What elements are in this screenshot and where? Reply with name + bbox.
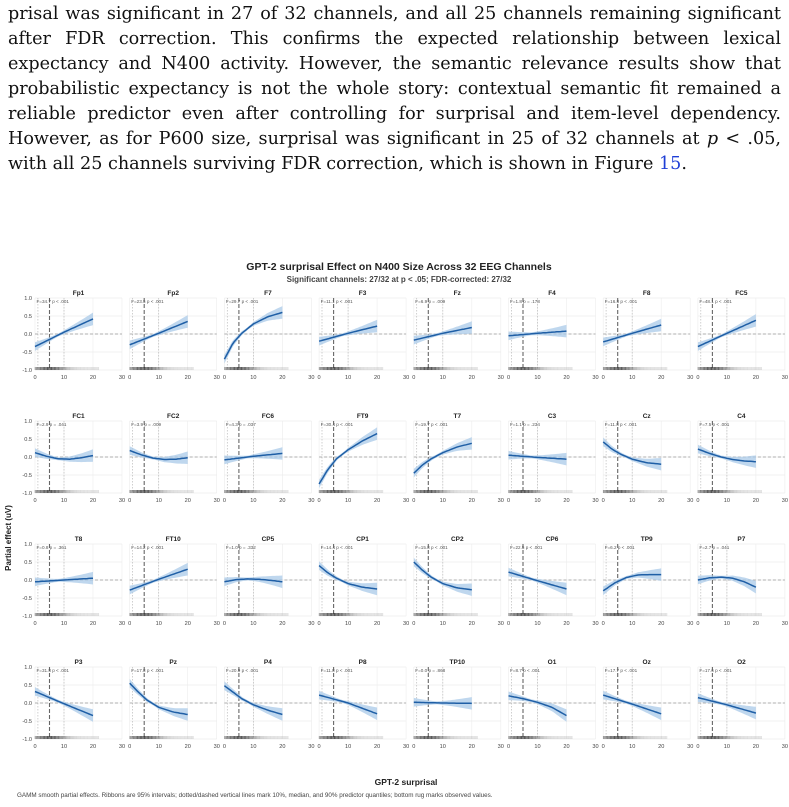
panel-tp10	[412, 659, 504, 750]
x-tick-label: 30	[497, 375, 504, 381]
panel-fc5	[696, 290, 788, 381]
panel-stat-label: F=48.1 p < .001	[699, 299, 732, 304]
x-tick-label: 30	[308, 744, 315, 750]
panel-title: CP2	[450, 536, 464, 543]
chart-title: GPT-2 surprisal Effect on N400 Size Across 32 EEG Channels	[246, 261, 552, 273]
panel-title: CP1	[356, 536, 369, 543]
y-tick-label: -0.5	[22, 473, 32, 479]
panel-title: FT9	[356, 413, 369, 420]
y-tick-label: 1.0	[24, 419, 32, 425]
x-tick-label: 10	[250, 375, 257, 381]
panel-stat-label: F=16.8 p < .001	[604, 299, 638, 304]
x-tick-label: 30	[687, 621, 694, 627]
x-tick-label: 0	[317, 621, 321, 627]
x-tick-label: 30	[308, 498, 315, 504]
panel-stat-label: F=34.7 p < .001	[36, 299, 69, 304]
panel-p3	[22, 659, 125, 750]
x-tick-label: 10	[534, 744, 541, 750]
y-tick-label: -0.5	[22, 719, 32, 725]
panel-fp1	[22, 290, 125, 381]
y-tick-label: 1.0	[24, 542, 32, 548]
x-tick-label: 10	[534, 498, 541, 504]
y-tick-label: 0.0	[24, 701, 32, 707]
y-tick-label: -0.5	[22, 350, 32, 356]
paragraph-text-1: prisal was significant in 27 of 32 channels, and all 25 channels remaining significant after FDR correction. This confirms the expected relationship between lexical expectancy and N400 activity. However, the semantic relevance results show that probabilistic expectancy is not the whole story: contextual semantic fit remained a reliable predictor even after controlling for surprisal and item-level dependency. However, as for P600 size, surprisal was significant in 25 of 32 channels at	[8, 4, 781, 149]
panel-title: CP6	[545, 536, 559, 543]
panel-fc1	[22, 413, 125, 504]
x-tick-label: 30	[402, 498, 410, 504]
x-tick-label: 30	[308, 621, 315, 627]
x-tick-label: 20	[373, 498, 381, 504]
x-tick-label: 20	[658, 744, 665, 750]
y-tick-label: 0.0	[24, 332, 32, 338]
x-tick-label: 0	[33, 744, 37, 750]
figure-reference-link[interactable]: 15	[658, 154, 682, 174]
panel-stat-label: F=11.8 p < .001	[604, 422, 637, 427]
x-tick-label: 20	[658, 498, 665, 504]
panel-title: P8	[358, 659, 367, 666]
panel-stat-label: F=2.9 p = .041	[36, 422, 67, 427]
panel-title: F7	[264, 290, 272, 297]
x-tick-label: 0	[412, 375, 416, 381]
panel-title: FC2	[167, 413, 180, 420]
x-tick-label: 20	[89, 744, 97, 750]
panel-p8	[318, 659, 410, 750]
panel-title: FC1	[72, 413, 85, 420]
x-tick-label: 0	[601, 375, 605, 381]
panel-title: Fp1	[72, 290, 85, 297]
x-tick-label: 0	[222, 744, 226, 750]
panel-c3	[507, 413, 599, 504]
x-tick-label: 10	[250, 744, 257, 750]
panel-ft9	[318, 413, 410, 504]
x-tick-label: 10	[60, 498, 68, 504]
panel-title: TP10	[449, 659, 466, 666]
x-tick-label: 10	[155, 621, 162, 627]
x-tick-label: 20	[468, 744, 475, 750]
panel-stat-label: F=0.8 p = .361	[36, 545, 67, 550]
x-tick-label: 30	[213, 375, 220, 381]
x-tick-label: 0	[222, 621, 226, 627]
x-tick-label: 30	[592, 375, 599, 381]
x-tick-label: 10	[250, 498, 257, 504]
x-tick-label: 0	[33, 375, 37, 381]
x-tick-label: 10	[534, 375, 541, 381]
panel-stat-label: F=17.7 p < .001	[604, 668, 638, 673]
panel-fz	[412, 290, 504, 381]
paragraph-text-2: < .05, with all 25 channels surviving FDR correction, which is shown in Figure	[8, 129, 782, 174]
x-tick-label: 20	[184, 498, 191, 504]
panel-c4	[696, 413, 788, 504]
panel-stat-label: F=31.8 p < .001	[36, 668, 69, 673]
x-tick-label: 10	[629, 744, 636, 750]
x-tick-label: 0	[222, 498, 226, 504]
x-tick-label: 0	[128, 744, 132, 750]
x-tick-label: 10	[534, 621, 541, 627]
x-tick-label: 0	[317, 744, 321, 750]
x-tick-label: 10	[344, 621, 352, 627]
y-tick-label: -1.0	[22, 737, 32, 743]
x-tick-label: 30	[213, 621, 220, 627]
panel-title: F8	[642, 290, 651, 297]
x-tick-label: 0	[412, 744, 416, 750]
y-tick-label: 0.5	[24, 437, 32, 443]
x-tick-label: 30	[118, 744, 126, 750]
y-tick-label: -1.0	[22, 614, 32, 620]
panel-title: O1	[547, 659, 557, 666]
panel-title: P3	[74, 659, 83, 666]
x-tick-label: 10	[723, 621, 731, 627]
panel-title: Pz	[169, 659, 177, 666]
x-tick-label: 30	[781, 621, 789, 627]
x-tick-label: 0	[33, 498, 37, 504]
x-tick-label: 0	[506, 498, 511, 504]
x-tick-label: 20	[89, 498, 97, 504]
x-tick-label: 20	[658, 621, 665, 627]
panel-f7	[223, 290, 315, 381]
y-tick-label: -1.0	[22, 491, 32, 497]
x-tick-label: 20	[279, 498, 286, 504]
x-tick-label: 30	[592, 498, 599, 504]
x-tick-label: 30	[497, 744, 504, 750]
y-tick-label: -0.5	[22, 596, 32, 602]
panel-title: CP5	[261, 536, 275, 543]
panel-stat-label: F=4.3 p = .037	[225, 422, 256, 427]
x-tick-label: 0	[601, 744, 605, 750]
panel-stat-label: F=30.4 p < .001	[320, 422, 354, 427]
x-tick-label: 30	[781, 744, 789, 750]
x-tick-label: 10	[155, 375, 162, 381]
x-tick-label: 0	[222, 375, 226, 381]
panel-stat-label: F=2.7 p = .041	[699, 545, 730, 550]
x-tick-label: 20	[89, 375, 97, 381]
panel-stat-label: F=7.5 p < .001	[699, 422, 730, 427]
x-tick-label: 30	[781, 498, 789, 504]
panel-stat-label: F=0.0 p = .868	[415, 668, 446, 673]
x-tick-label: 30	[781, 375, 789, 381]
panel-title: FT10	[165, 536, 181, 543]
panel-t7	[412, 413, 504, 504]
paragraph-text-3: .	[681, 154, 687, 174]
panel-title: F3	[358, 290, 367, 297]
panel-stat-label: F=17.8 p < .001	[131, 668, 164, 673]
x-tick-label: 30	[213, 498, 220, 504]
panel-title: C4	[737, 413, 746, 420]
x-tick-label: 30	[213, 744, 220, 750]
panel-f4	[507, 290, 599, 381]
x-tick-label: 10	[344, 375, 352, 381]
panel-cp1	[318, 536, 410, 627]
panel-oz	[602, 659, 694, 750]
panel-title: Oz	[642, 659, 651, 666]
x-tick-label: 20	[468, 498, 475, 504]
panel-p7	[696, 536, 788, 627]
panel-title: T7	[453, 413, 462, 420]
x-tick-label: 0	[317, 498, 321, 504]
panel-o2	[696, 659, 788, 750]
panel-stat-label: F=11.1 p < .001	[320, 299, 353, 304]
x-tick-label: 20	[658, 375, 665, 381]
x-tick-label: 20	[373, 744, 381, 750]
x-tick-label: 30	[592, 621, 599, 627]
panel-stat-label: F=19.7 p < .001	[415, 422, 448, 427]
x-tick-label: 30	[402, 621, 410, 627]
x-tick-label: 30	[402, 375, 410, 381]
y-tick-label: 1.0	[24, 296, 32, 302]
panel-title: Cz	[642, 413, 651, 420]
body-paragraph	[8, 2, 781, 177]
p-symbol: p	[706, 129, 719, 149]
y-tick-label: 0.5	[24, 314, 32, 320]
panel-stat-label: F=8.7 p < .001	[510, 668, 540, 673]
x-tick-label: 10	[155, 498, 162, 504]
panel-title: P4	[263, 659, 272, 666]
x-tick-label: 0	[412, 498, 416, 504]
x-tick-label: 20	[279, 744, 286, 750]
x-tick-label: 10	[723, 744, 731, 750]
panel-f8	[602, 290, 694, 381]
panel-stat-label: F=11.8 p < .001	[320, 668, 353, 673]
x-tick-label: 30	[402, 744, 410, 750]
x-tick-label: 0	[601, 621, 605, 627]
y-tick-label: -1.0	[22, 368, 32, 374]
panel-fc2	[128, 413, 220, 504]
x-tick-label: 10	[344, 498, 352, 504]
panel-pz	[128, 659, 220, 750]
panel-stat-label: F=15.8 p < .001	[415, 545, 448, 550]
panel-ft10	[128, 536, 220, 627]
x-tick-label: 20	[752, 498, 760, 504]
panel-p4	[223, 659, 315, 750]
x-tick-label: 30	[497, 621, 504, 627]
x-tick-label: 10	[250, 621, 257, 627]
x-tick-label: 0	[601, 498, 605, 504]
x-tick-label: 0	[696, 375, 700, 381]
x-tick-label: 20	[279, 375, 286, 381]
panel-stat-label: F=1.8 p = .178	[510, 299, 540, 304]
y-tick-label: 0.0	[24, 455, 32, 461]
panel-title: FC6	[261, 413, 275, 420]
panel-cp2	[412, 536, 504, 627]
x-tick-label: 30	[118, 621, 126, 627]
x-axis-label: GPT-2 surprisal	[374, 777, 438, 787]
panel-title: C3	[547, 413, 557, 420]
x-tick-label: 20	[184, 375, 191, 381]
x-tick-label: 20	[468, 375, 475, 381]
x-tick-label: 0	[696, 744, 700, 750]
panel-title: Fp2	[167, 290, 179, 297]
x-tick-label: 10	[629, 498, 636, 504]
x-tick-label: 10	[344, 744, 352, 750]
x-tick-label: 0	[128, 498, 132, 504]
panel-stat-label: F=22.5 p < .001	[510, 545, 543, 550]
panel-title: TP9	[640, 536, 653, 543]
x-tick-label: 10	[439, 621, 446, 627]
chart-subtitle: Significant channels: 27/32 at p < .05; FDR-corrected: 27/32	[286, 275, 512, 284]
x-tick-label: 0	[506, 375, 511, 381]
y-tick-label: 1.0	[24, 665, 32, 671]
x-tick-label: 10	[60, 744, 68, 750]
panel-fp2	[128, 290, 220, 381]
panel-o1	[507, 659, 599, 750]
panel-stat-label: F=23.5 p < .001	[131, 299, 164, 304]
x-tick-label: 10	[60, 375, 68, 381]
x-tick-label: 10	[439, 498, 446, 504]
x-tick-label: 20	[373, 375, 381, 381]
x-tick-label: 0	[33, 621, 37, 627]
x-tick-label: 0	[506, 744, 511, 750]
panel-stat-label: F=1.0 p = .332	[225, 545, 256, 550]
x-tick-label: 20	[89, 621, 97, 627]
panel-title: T8	[74, 536, 83, 543]
panel-cz	[602, 413, 694, 504]
x-tick-label: 30	[687, 375, 694, 381]
x-tick-label: 10	[155, 744, 162, 750]
x-tick-label: 10	[629, 375, 636, 381]
x-tick-label: 10	[629, 621, 636, 627]
x-tick-label: 10	[439, 744, 446, 750]
x-tick-label: 30	[308, 375, 315, 381]
panel-stat-label: F=6.2 p < .001	[604, 545, 635, 550]
x-tick-label: 30	[687, 744, 694, 750]
figure-15-chart	[0, 255, 789, 807]
x-tick-label: 10	[60, 621, 68, 627]
panel-f3	[318, 290, 410, 381]
x-tick-label: 0	[696, 498, 700, 504]
panel-title: F4	[548, 290, 556, 297]
x-tick-label: 20	[752, 621, 760, 627]
panel-stat-label: F=14.4 p < .001	[320, 545, 354, 550]
panel-title: Fz	[453, 290, 461, 297]
x-tick-label: 20	[184, 744, 191, 750]
panel-title: FC5	[735, 290, 748, 297]
panel-title: P7	[737, 536, 746, 543]
panel-fc6	[223, 413, 315, 504]
panel-stat-label: F=20.9 p < .001	[225, 668, 259, 673]
x-tick-label: 30	[118, 498, 126, 504]
x-tick-label: 20	[184, 621, 191, 627]
figure-caption: GAMM smooth partial effects. Ribbons are 95% intervals; dotted/dashed vertical lines mark 10%, median, and 90% predictor quantiles; bottom rug marks observed values.	[17, 792, 493, 799]
x-tick-label: 20	[563, 744, 570, 750]
x-tick-label: 0	[696, 621, 700, 627]
x-tick-label: 20	[563, 621, 570, 627]
panel-cp5	[223, 536, 315, 627]
x-tick-label: 0	[506, 621, 511, 627]
x-tick-label: 0	[317, 375, 321, 381]
panel-t8	[22, 536, 125, 627]
panel-stat-label: F=3.9 p = .009	[131, 422, 162, 427]
x-tick-label: 10	[723, 498, 731, 504]
panel-cp6	[507, 536, 599, 627]
x-tick-label: 20	[752, 744, 760, 750]
x-tick-label: 10	[439, 375, 446, 381]
panel-stat-label: F=1.1 p = .234	[510, 422, 540, 427]
panel-title: O2	[737, 659, 746, 666]
panel-grid	[22, 290, 788, 750]
panel-stat-label: F=14.2 p < .001	[131, 545, 164, 550]
x-tick-label: 20	[373, 621, 381, 627]
x-tick-label: 30	[687, 498, 694, 504]
x-tick-label: 0	[128, 621, 132, 627]
x-tick-label: 0	[128, 375, 132, 381]
x-tick-label: 30	[118, 375, 126, 381]
x-tick-label: 10	[723, 375, 731, 381]
x-tick-label: 20	[752, 375, 760, 381]
y-tick-label: 0.5	[24, 683, 32, 689]
x-tick-label: 20	[468, 621, 475, 627]
panel-stat-label: F=17.6 p < .001	[699, 668, 732, 673]
x-tick-label: 0	[412, 621, 416, 627]
x-tick-label: 20	[279, 621, 286, 627]
panel-tp9	[602, 536, 694, 627]
x-tick-label: 30	[497, 498, 504, 504]
x-tick-label: 20	[563, 375, 570, 381]
panel-stat-label: F=29.7 p < .001	[225, 299, 259, 304]
x-tick-label: 30	[592, 744, 599, 750]
y-tick-label: 0.0	[24, 578, 32, 584]
y-axis-label: Partial effect (uV)	[4, 505, 13, 571]
y-tick-label: 0.5	[24, 560, 32, 566]
panel-stat-label: F=6.9 p = .009	[415, 299, 446, 304]
x-tick-label: 20	[563, 498, 570, 504]
